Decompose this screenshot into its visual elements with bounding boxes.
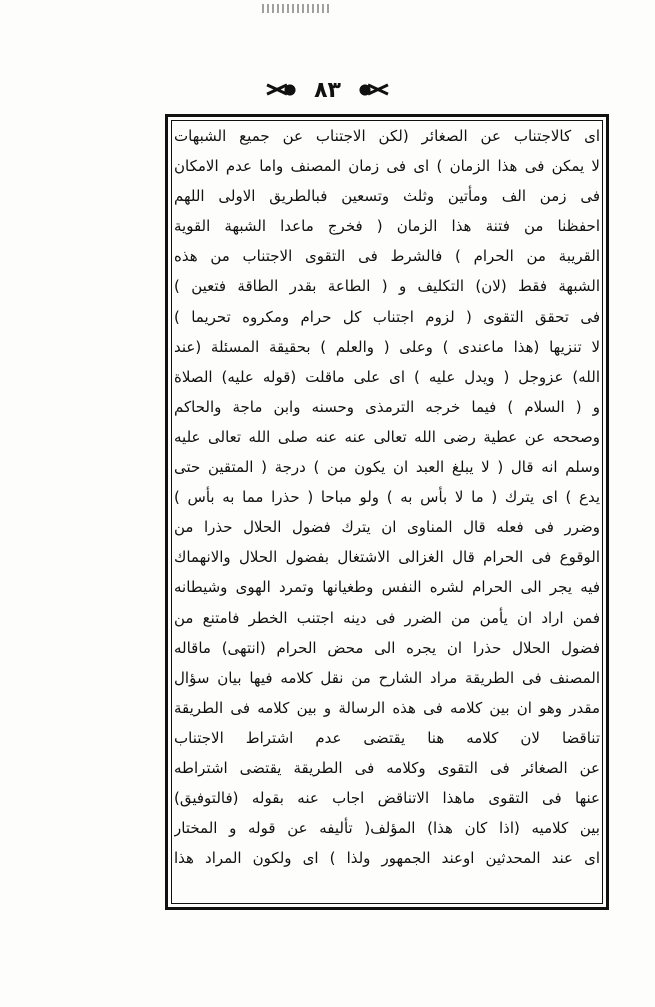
ornament-right-icon <box>355 80 375 100</box>
text-line: فمن اراد ان يأمن من الضرر فى دينه اجتنب الخطر فامتنع من <box>174 608 600 627</box>
text-line: وسلم انه قال ( لا يبلغ العبد ان يكون من ) درجة ( المتقين حتى <box>174 458 600 477</box>
text-line: احفظنا من فتنة هذا الزمان ( فخرج ماعدا الشبهة القوية <box>174 217 600 236</box>
ornament-left-icon <box>280 80 300 100</box>
text-line: بين كلاميه (اذا كان هذا) المؤلف( تأليفه عن قوله و المختار <box>174 819 600 838</box>
scan-mark <box>262 4 332 13</box>
text-line: الله) عزوجل ( ويدل عليه ) اى على ماقلت (قوله عليه) الصلاة <box>174 367 600 386</box>
text-line: اى عند المحدثين اوعند الجمهور ولذا ) اى ولكون المراد هذا <box>174 849 600 868</box>
text-body <box>174 121 600 903</box>
text-line: فيه يجر الى الحرام لشره النفس وطغيانها وتمرد الهوى وشيطانه <box>174 578 600 597</box>
text-line: لا تنزيها (هذا ماعندى ) وعلى ( والعلم ) بحقيقة المسئلة (عند <box>174 337 600 356</box>
text-line: مقدر وهو ان بين كلامه فى هذه الرسالة و بين كلامه فى الطريقة <box>174 698 600 717</box>
text-line: المصنف فى الطريقة مراد الشارح من نقل كلامه فيها بيان سؤال <box>174 668 600 687</box>
text-line: فى زمن الف ومأتين وثلث وتسعين فبالطريق الاولى اللهم <box>174 187 600 206</box>
page-frame <box>165 114 609 910</box>
text-line: وضرر فى فعله قال المناوى ان يترك فضول الحلال حذرا من <box>174 518 600 537</box>
text-line: الشبهة فقط (لان) التكليف و ( الطاعة بقدر الطاقة فتعين ) <box>174 277 600 296</box>
text-line: عنها فى التقوى ماهذا الاتناقض اجاب عنه بقوله (فالتوفيق) <box>174 789 600 808</box>
page-number: ٨٣ <box>314 77 341 103</box>
text-line: تناقضا لان كلامه هنا يقتضى عدم اشتراط الاجتناب <box>174 728 600 747</box>
text-line: القريبة من الحرام ) فالشرط فى التقوى الاجتناب من هذه <box>174 247 600 266</box>
text-line: يدع ) اى يترك ( ما لا بأس به ) ولو مباحا ( حذرا مما به بأس ) <box>174 488 600 507</box>
text-line: اى كالاجتناب عن الصغائر (لكن الاجتناب عن جميع الشبهات <box>174 127 600 145</box>
page-header <box>0 72 655 108</box>
text-line: الوقوع فى الحرام قال الغزالى الاشتغال بفضول الحلال والانهماك <box>174 548 600 567</box>
text-line: لا يمكن فى هذا الزمان ) اى فى زمان المصنف واما عدم الامكان <box>174 157 600 176</box>
text-line: عن الصغائر فى التقوى وكلامه فى الطريقة يقتضى اشتراطه <box>174 758 600 777</box>
text-line: وصححه عن عطية رضى الله تعالى عنه عنه صلى الله تعالى عليه <box>174 427 600 446</box>
text-line: فضول الحلال حذرا ان يجره الى محض الحرام (انتهى) ماقاله <box>174 638 600 657</box>
text-line: و ( السلام ) فيما خرجه الترمذى وحسنه وابن ماجة والحاكم <box>174 397 600 416</box>
text-line: فى تحقق التقوى ( لزوم اجتناب كل حرام ومكروه تحريما ) <box>174 307 600 326</box>
